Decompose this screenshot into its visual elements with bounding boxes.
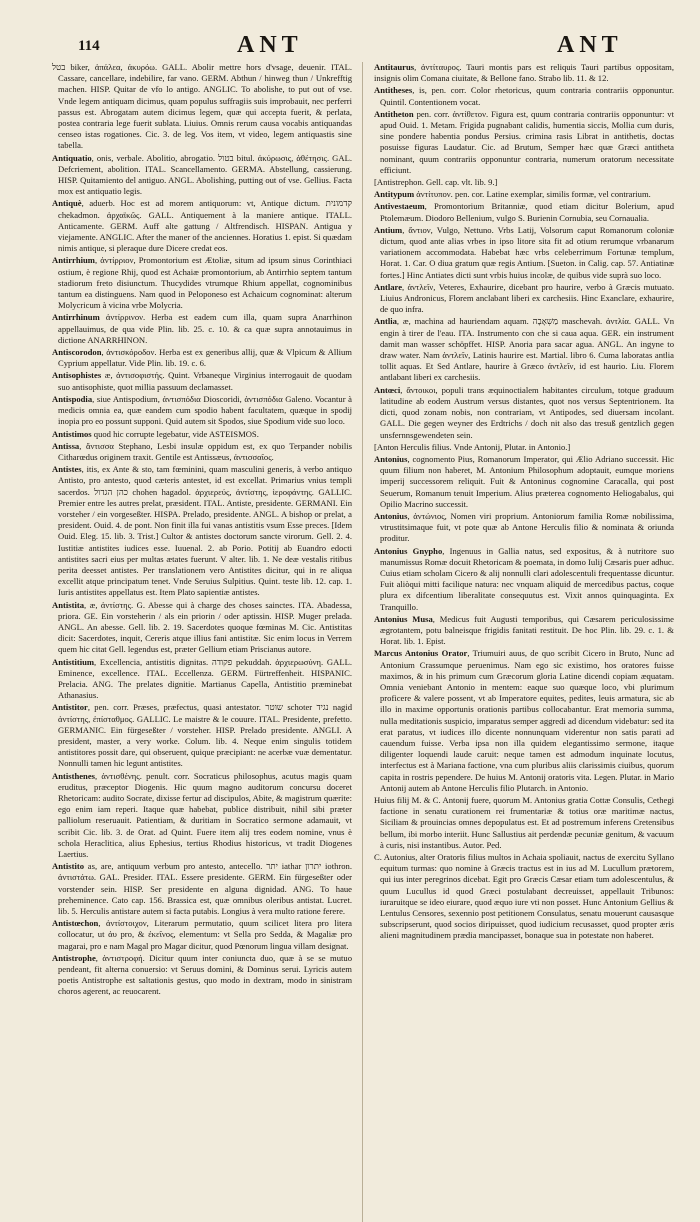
entry-text: , ἀντλεῖν, Veteres, Exhaurire, dicebant pro haurire, verbo à Græcis mutuato. Liuius Andronicus, Florem anclabant liberi ex carchesiis. Hinc Exanclare, exhaurire, de quo infra. [380, 281, 674, 315]
entry-headword: Antium [374, 224, 403, 235]
entry-headword: Antistitor [52, 702, 88, 713]
entry-text: , itis, ex Ante & sto, tam fœminini, quam masculini generis, à verbo antiquo Antisto, pro antesto, quod cæteris antestet, id est excellat. Primarius vnius templi sacerdos. כהן הגדול chohen hagadol. ἀρχιερεύς, ἀντίστης, ἱεροφάντης. GALLIC. Premier entre les autres prelat, præsident. ITAL. Antiste, presidente. GERMANI. Ein vorsteher / ein vorgeseßter. HISPA. Prelado, presidente. ANGL. A bishop or prelat, a president. Ouid. 4. de pont. Non finit illa fui vanas antistitis vsum Esse preces. [Idem Ouid. Eleg. 15. lib. 3. Trist.] Cultor & antistes doctorum sancte virorum. Gell. 2. 4. Iustitiæ antistites iudices esse. Iuuenal. 2. ab Porio. Potitij ab Euandro edocti antistites sacri eius per multas ætates fuerunt. V alter. lib. 1. Ne deæ vestalis ritibus perita deesset antistes. Per translationem vero Antistites dicitur, qui in re aliqua excellit atque principatum tenet. Vnde Seruius Sulpitius. Quint. teste lib. 12. cap. 1. Iuris antistites appellatus est. Item Plato sapientiæ antistes. [58, 464, 352, 598]
dictionary-entry [52, 464, 352, 598]
entry-headword: Antistitium [52, 656, 95, 667]
entry-headword: Antisthenes [52, 770, 95, 781]
dictionary-entry [52, 347, 352, 369]
dictionary-entry [374, 648, 674, 794]
dictionary-entry [374, 282, 674, 316]
entry-text: , ἀντισθένης. penult. corr. Socraticus philosophus, acutus magis quam eruditus, præceptor Diogenis. Hic quum magno auditorum concursu doceret Rhetoricam: audito Socrate, dixisse fertur ad discipulos, Abite, & magistrum quærite: ego enim iam reperi. Itaque quæ habebat, publice distribuit, nihil sibi præter palliolum reseruauit. Patientiam, & duritiam in Socratico sermone adamauit, vt scribit Cic. lib. 3. de Orat. ad Quint. Fuere item alij tres eodem nomine, vnus è schola Heraclitica, alius Ephesius, tertius Rhodius historicus, vt tradit Diogenes Laertius. [58, 770, 352, 860]
entry-headword: Antiquè [52, 198, 82, 209]
dictionary-entry [52, 153, 352, 198]
dictionary-entry [374, 546, 674, 613]
entry-text: , æ, machina ad hauriendam aquam. מַשְׁאָבָה maschevah. ἀντλία. GALL. Vn engin à tirer de l'eau. ITA. Instrumento con che si caua aqua. GER. ein instrument damit man wasser schöpffet. HISP. Anoria para sacar agua. ANGL. An ingyne to draw water. Nam ἀντλεῖν, Latinis haurire est. Martial. libro 6. Cuma laboratas antlia tollit aquas. Et Sed Antlare, haurire à Græco ἀντλεῖν, id est haurio. Liu. Florem antlabant liberi ex carchesiis. [380, 316, 674, 383]
entry-headword: Antœci [374, 384, 401, 395]
entry-headword: Antitheses [374, 85, 413, 96]
entry-headword: Antiquatio [52, 152, 92, 163]
entry-text: C. Autonius, alter Oratoris filius multos in Achaia spoliauit, nactus de exercitu Syllano equitum turmas: quo nomine à Græcis tractus est in ius ad M. Lucullum prætorem, qui ius inter peregrinos dicebat. Egit pro Græcis Cæsar etiam tum adolescentulus, & quum Lucullus id quod Græci postulabant decreuisset, appellauit Tribunos: iuraruitque se ideo eiurare, quod æquo iure vti non posset. Hunc Antonium Gellius & Lentulus Censores, sexennio post petitionem Consulatus, senatu mouerunt causasque subscripserunt, quod socios diripuisset, quod iudicium recusasset, quod propter æris alieni magnitudinem prædia mancipasset, bonaque sua in potestate non haberet. [374, 852, 674, 941]
dictionary-entry [52, 255, 352, 311]
dictionary-entry [374, 85, 674, 107]
dictionary-entry [52, 198, 352, 254]
dictionary-entry [374, 62, 674, 84]
entry-headword: Antonius Musa [374, 613, 433, 624]
entry-text: , siue Antispodium, ἀντισπόδια Dioscoridi, ἀντισπόδια Galeno. Vocantur à medicis omnia ea, quæ eandem cum spodio habent facultatem, quæque in spodij inopia pro eo possunt supponi. Quid autem sit Spodos, siue Spodium vide suo loco. [58, 393, 352, 427]
dictionary-entry [52, 861, 352, 917]
entry-headword: Antistrophe [52, 952, 96, 963]
dictionary-entry [52, 657, 352, 702]
entry-headword: Antitypum [374, 189, 415, 200]
dictionary-entry [374, 385, 674, 441]
dictionary-entry [52, 62, 352, 152]
entry-headword: Antonius [374, 453, 408, 464]
entry-text: , Promontorium Britanniæ, quod etiam dicitur Bolerium, apud Ptolemæum. Diodoro Bellenium, vulgo S. Burienin Cornubia, seu Cornaualia. [380, 201, 674, 223]
entry-headword: Marcus Antonius Orator [374, 648, 468, 659]
entry-text: בטל biker, ἀπάλεα, ἀκυρόω. GALL. Abolir mettre hors d'vsage, deuenir. ITAL. Cassare, cancellare, indebilire, far vano. GERM. Abthun / hinweg thun / Unkrefftig machen. HISP. Quitar de vfo lo antigo. ANGLIC. To abolishe, to put out of vse. Vnde legem antiquam dicimus, quam populus suffragiis suis improbauit, nec perferri passus est. Abrogatam autem dicimus legem, quæ qui accepta fuerit, & perlata, postea contraria lege fuerit sublata. Liuius. Omnis rerum causa vocabis antiquandas censeo istas rogationes. Cic. 3. de leg. Vos item, vt video, legem antiquastis sine tabella. [52, 62, 352, 151]
entry-text: pen. corr. ἀντίθετον. Figura est, quum contraria contrariis opponuntur: vt apud Ouid. 1. Metam. Frigida pugnabant calidis, humentia siccis, Mollia cum duris, sine pondere habentia pondus Persius. crimina rasis Librat in antithetis, doctas posuisse figuras Laudatur. Cic. ad Brutum, Semper hæc quæ Græci antitheta nominant, quum contrariis opponuntur contraria, numerum oratorum necessitate efficiunt. [380, 108, 674, 175]
entry-headword: Antistimos [52, 428, 92, 439]
dictionary-entry [52, 771, 352, 861]
entry-text: [Antistrephon. Gell. cap. vlt. lib. 9.] [374, 177, 498, 188]
entry-text: as, are, antiquum verbum pro antesto, antecello. יתר iathar יתרון iothron. ἀντιστάτω. GAL. Presider. ITAL. Essere presidente. GERM. Ein fürgeseßter oder vorstender sein. HISP. Ser presidente en alguna dignidad. ANG. To haue preheminence. Cato cap. 156. Brassica est, quæ omnibus oleribus antistat. Lucret. lib. 5. Herculis antistare autem si facta putabis. Longius à vera multo ratione ferere. [58, 861, 352, 917]
dictionary-entry [374, 316, 674, 383]
dictionary-entry [52, 600, 352, 656]
entry-text: , is, pen. corr. Color rhetoricus, quum contraria contrariis opponuntur. Quintil. Contentionem vocat. [380, 85, 674, 107]
entry-headword: Antitheton [374, 108, 414, 119]
entry-headword: Antlia [374, 316, 397, 327]
entry-headword: Antirrhinum [52, 312, 100, 323]
text-columns [52, 62, 680, 1222]
entry-text: , Medicus fuit Augusti temporibus, qui Cæsarem periculosissime ægrotantem, potu balneisque frigidis fanitati restituit. De hoc Plin. lib. 29. c. 1. & Horat. lib. 1. Epist. [380, 613, 674, 647]
entry-text: ἀντίρρινον. Herba est eadem cum illa, quam supra Anarrhinon appellauimus, de qua vide Plin. lib. 25. c. 10. & ca quæ supra annotauimus in dictione ANARRHINON. [58, 312, 352, 345]
entry-text: [Anton Herculis filius. Vnde Antonij, Plutar. in Antonio.] [374, 441, 571, 452]
entry-text: , ἄντισσα Stephano, Lesbi insulæ oppidum est, ex quo Terpander nobilis Citharœdus originem traxit. Gentile est Antissæus, ἀντισσαῖος. [58, 440, 352, 462]
dictionary-entry [374, 442, 674, 453]
entry-headword: Antistito [52, 861, 84, 872]
dictionary-entry [52, 441, 352, 463]
entry-text: , pen. corr. Præses, præfectus, quasi antestator. שוטר schoter נגיד nagid ἀντίστης, ἐπίσταθμος. GALLIC. Le maistre & le couure. ITAL. Presidente, prefetto. GERMANIC. Ein fürgeseßter / vorsteher. HISP. Prelado presidente. ANGLI. A president, master, a very worke. Colum. lib. 4. Neque enim singulis totidem antistitores possit dare, qui obseruent, quique præcipiant: ne acerbæ vuæ dementatur. Nonnulli tamen hic legunt antistites. [58, 702, 352, 769]
entry-text: , Ingenuus in Gallia natus, sed expositus, & à nutritore suo manumissus Romæ docuit Rhetoricam & poemata, in domo Iulij Cæsaris puer adhuc. Cuius etiam scholam Cicero & alij nonnulli clari adolescentuli frequentasse dicuntur. Fuit aliòqui mitti facilique natura: nec vnquam aliquid de mercedibus pactus, coque plura ex difcentium liberalitate consequutus est. Vixit annos quinquaginta. Ex Tranquillo. [380, 545, 674, 612]
entry-headword: Antivestaeum [374, 201, 425, 212]
entry-text: , ἀντώνιος, Nomen viri proprium. Antoniorum familia Romæ nobilissima, vtrustitsimaque fuit, vt pote quæ ab Antone Herculis filio & nominata & oriunda proditur. [380, 510, 674, 544]
dictionary-entry [374, 852, 674, 942]
dictionary-entry [374, 614, 674, 648]
dictionary-entry [52, 394, 352, 428]
page-header [52, 30, 680, 58]
entry-text: quod hic corrupte legebatur, vide ASTEISMOS. [91, 428, 259, 439]
entry-text: æ, ἀντισοφιστής. Quint. Vrbaneque Virginius interrogauit de quodam suo antisophiste, quot millia passuum declamasset. [58, 370, 352, 392]
entry-headword: Antissa [52, 440, 80, 451]
dictionary-entry [52, 918, 352, 952]
entry-headword: Antisophistes [52, 370, 102, 381]
entry-headword: Antistita [52, 599, 84, 610]
entry-headword: Antiscorodon [52, 347, 102, 358]
dictionary-entry [374, 201, 674, 223]
entry-headword: Antispodia [52, 393, 93, 404]
entry-headword: Antonius [374, 510, 408, 521]
dictionary-entry [52, 702, 352, 769]
entry-headword: Antistes [52, 464, 82, 475]
entry-text: , aduerb. Hoc est ad morem antiquorum: vt, Antique dictum. קדמונית chekadmon. ἀρχαϊκῶς. GALL. Antiquement à la maniere antique. ITALL. Anticamente. GERM. Auff alte gattung / Altfrendisch. HISPAN. Antigua y viejamente. ANGLIC. After the maner of the anciennes. Horatius 1. epist. Si quædam nimis antique, si pleraque dure Dicere credat eos. [58, 198, 352, 254]
entry-text: ἀντίτυπον. pen. cor. Latine exemplar, similis formæ, vel contrarium. [414, 189, 651, 200]
entry-text: , ἄντοικοι, populi trans æquinoctialem habitantes circulum, totque graduum latitudine ab eodem Austrum versus distantes, quot nos versus Septentrionem. Ita dicti, quod zonam nobis, non contrariam, vt Antipodes, sed diuersam incolant. GALL. Die gegen weyner des Erdtrichs / doch nit also das tresuß gentzlich gegen unsfernnsgewendeten sein. [380, 384, 674, 440]
entry-text: , ἀντίρριον, Promontorium est Ætoliæ, situm ad ipsum sinus Corinthiaci ostium, è regione Rhij, quod est Achaiæ promontorium, ab Antirrhio septem tantum stadiorum freto disiunctum. Thucydides vtrumque Rhium appellat, cognominibus tantum ea distinguens. Nam quod in Peloponeso est Achaicum cognominat: alterum Molycricum à vicina vrbe Molycria. [58, 255, 352, 311]
entry-text: , cognomento Pius, Romanorum Imperator, qui Ælio Adriano successit. Hic quum filium non haberet, M. Antonium Philosophum adoptauit, eumque moriens imperij successorem reliquit. Fuit & Antoninus cognomine Caracalla, qui post Seuerum, Romanum tenuit Imperium. Alius præterea cognomento Heliogabalus, qui Opilio Macrino successit. [380, 453, 674, 509]
dictionary-entry [374, 177, 674, 188]
dictionary-entry [374, 225, 674, 281]
entry-text: , ἀντίταυρος. Tauri montis pars est reliquis Tauri partibus oppositam, insignis olim Comana ciuitate, & Bellone fano. Strabo lib. 11. & 12. [374, 62, 674, 84]
left-column [52, 62, 352, 1222]
entry-text: , ἀντισκόροδον. Herba est ex generibus allij, quæ & Vlpicum & Allium Cyprium appellatur. Vide Plin. lib. 19. c. 6. [58, 347, 352, 369]
dictionary-entry [374, 511, 674, 545]
running-head-left: ANT [237, 32, 303, 58]
dictionary-entry [374, 795, 674, 851]
entry-text: , æ, ἀντίστης. G. Abesse qui à charge des choses sainctes. ITA. Abadessa, priora. GE. Ein vorsteherin / als ein priorin / oder aptissin. HISP. Muger prelada. ANGL. An abesse. Gell. lib. 2. 19. Sacerdotes quoque fœminas M. Cic. Antistitas dicit: Sacerdotes, inquit, Cereris atque illius fani antistitæ. Sic enim locus in Verrem quem hic citat Gell. legendus est, præter Gellium etiam Priscianus autore. [58, 599, 352, 655]
entry-headword: Antirrhium [52, 255, 95, 266]
entry-text: , ἄντιον, Vulgo, Nettuno. Vrbs Latij, Volsorum caput Romanorum coloniæ dictum, quod ante alias vrbes in ipso litore sita fit ad otium rerumque vrbanarum variationem accommodata. Habebat hæc vrbs celeberrimum Fortunæ templum, Horat. 1. Car. O diua gratum quæ regis Antium. [Sueton. in Calig. cap. 57. Antiatinæ fortes.] Hinc Antiates dicti sunt vrbis huius incolæ, de quibus vide suprà suo loco. [380, 224, 674, 280]
dictionary-entry [52, 370, 352, 392]
entry-headword: Antonius Gnypho [374, 545, 443, 556]
dictionary-entry [52, 953, 352, 998]
entry-text: , ἀντιστροφή. Dicitur quum inter coniuncta duo, quæ à se se mutuo pendeant, fit alterna conuersio: vt Seruus domini, & Dominus serui. Lyricis autem poetis Antistrophe est saltationis gestus, quo modo in dextram, modo in sinistram choros agerent, ac reuocarent. [58, 952, 352, 997]
right-column [374, 62, 674, 1222]
column-rule [362, 62, 363, 1222]
entry-text: , Excellencia, antistitis dignitas. פקודה pekuddah. ἀρχιερωσύνη. GALL. Eminence, excellence. ITAL. Eccellenza. GERM. Fürtreffenheit. HISPANIC. Prelacia. ANG. The prelates dignitie. Martianus Capella, Antistitio præminebat Athanasius. [58, 656, 352, 701]
entry-text: , onis, verbale. Abolitio, abrogatio. בטול bitul. ἀκύρωσις, ἀθέτησις. GAL. Defcriement, abolition. ITAL. Scancellamento. GERMA. Abstellung, cassierung. HISP. Quitamiento del antiguo. ANGL. Abolishing, putting out of vse. Gellius. Facta mox est antiquatio legis. [58, 152, 352, 197]
dictionary-entry [52, 312, 352, 346]
dictionary-entry [374, 109, 674, 176]
dictionary-entry [374, 189, 674, 200]
dictionary-entry [374, 454, 674, 510]
dictionary-entry [52, 429, 352, 440]
entry-headword: Antlare [374, 281, 403, 292]
running-head-right: ANT [557, 32, 623, 58]
entry-text: , Triumuiri auus, de quo scribit Cicero in Bruto, Nunc ad Antonium Crassumque peruenimus. Nam ego sic existimo, hos oratores fuisse maximos, & in his primum cum Græcorum gloria Latine dicendi copiam æquatam. Omnia veniebant Antonio in mentem: eaque suo quæque loco, vbi plurimum proficere & valere possent, vt ab Imperatore equites, pedites, leuis armatura, sic ab illo in maxime opportunis orationis partibus collocabantur. Erat memoria summa, nulla meditationis suspicio, imparatus semper aggredi ad dicendum videbatur: sed ita erat paratus, vt iudices illo dicente nonnunquam viderentur non satis parati ad cauendum fuisse. Verba ipsa non illa quidem elegantissimo sermone, itaque diligenter loquendi laude caruit: neque tamen est admodum inquinate locutus, interfectus est à Mariana factione, vna cum pluribus aliis clarissimis ciuibus, quorum capita in rostris pependere. De huius M. Antonij oratoris vita. Legen. Plutar. in Mario Antonij autem ab Antone Herculis filio Plutarch. in Antonio. [380, 648, 674, 793]
entry-text: Huius filij M. & C. Antonij fuere, quorum M. Antonius gratia Cottæ Consulis, Cethegi factione in senatu curationem rei frumentariæ & totius oræ maritimæ nactus, Siciliam & prouincias omnes depopulatus est. Et ad postremum inferens Cretensibus bellum, ibi morbo interiit. Hunc Sallustius ait perdendæ pecuniæ genitum, & vacuum à curis, nisi instantibus. Autor. Ped. [374, 795, 674, 850]
entry-headword: Antitaurus [374, 62, 415, 72]
entry-text: , ἀντίστοιχον, Literarum permutatio, quum scilicet litera pro litera collocatur, ut ἀυ pro, & ἐκεῖνος, elementum: vt Sella pro Sedda, & Magaliæ pro magarai, pro e nam Magal pro Magar dicitur, quod Pœnorum lingua villam designat. [58, 918, 352, 951]
entry-headword: Antistœchon [52, 918, 99, 929]
page-number: 114 [78, 38, 100, 54]
